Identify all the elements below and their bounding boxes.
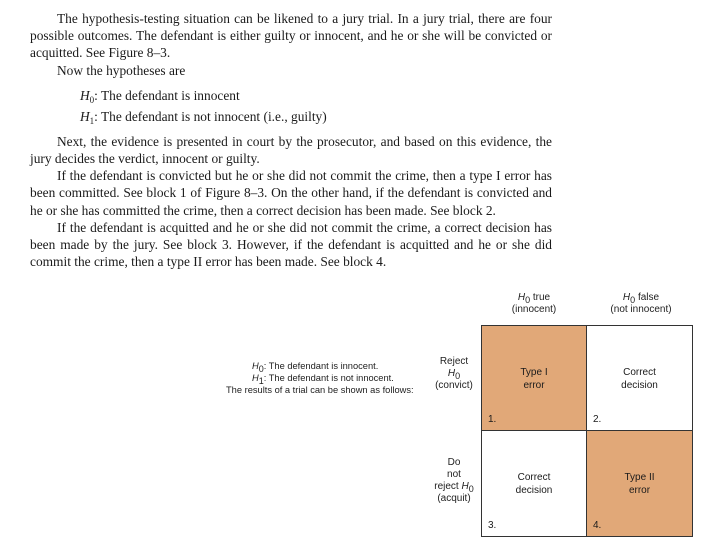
h-symbol: H [461, 481, 469, 492]
outcome-label: Correct decision [621, 367, 658, 391]
legend-intro: The results of a trial can be shown as follows: [226, 385, 414, 395]
column-header-sub: (innocent) [511, 304, 557, 315]
subscript-zero: 0 [630, 295, 636, 305]
block-number: 4. [593, 520, 602, 531]
h-symbol: H [622, 292, 631, 303]
row-header-line: Reject [439, 356, 469, 367]
paragraph-convicted: If the defendant is convicted but he or she did not commit the crime, then a type I error has been committed. See block 1 of Figure 8–3. On the other hand, if the defendant is convicted and he or she has committed the crime, then a correct decision has been made. See block 2. [30, 168, 552, 218]
outcome-cell-4 [587, 431, 692, 536]
row-header-line: (acquit) [437, 493, 471, 504]
column-header-sub: (not innocent) [610, 304, 672, 315]
column-header-suffix: true [530, 292, 551, 303]
figure-legend [226, 360, 426, 396]
alternative-hypothesis-text: : The defendant is not innocent (i.e., guilty) [94, 108, 327, 124]
column-header-h0-false [591, 292, 691, 316]
h-symbol: H [252, 373, 259, 383]
column-header-suffix: false [635, 292, 660, 303]
block-number: 3. [488, 520, 497, 531]
row-header-line: not [447, 469, 461, 480]
row-header-do-not-reject [424, 457, 484, 505]
subscript-one: 1 [89, 115, 95, 126]
h-symbol: H [517, 292, 526, 303]
legend-h0-text: : The defendant is innocent. [263, 361, 379, 371]
null-hypothesis [80, 85, 552, 106]
row-header-prefix: reject [434, 481, 462, 492]
legend-h1-text: : The defendant is not innocent. [263, 373, 394, 383]
h-symbol: H [447, 368, 456, 379]
hypotheses-list [80, 85, 552, 127]
legend-null-hypothesis [226, 360, 426, 372]
h-symbol: H [252, 361, 259, 371]
subscript-zero: 0 [525, 295, 531, 305]
paragraph-evidence: Next, the evidence is presented in court by the prosecutor, and based on this evidence, the jury decides the verdict, innocent or guilty. [30, 133, 552, 167]
alternative-hypothesis [80, 106, 552, 127]
outcome-label: Correct decision [515, 472, 553, 496]
outcome-cell-3 [482, 431, 587, 536]
row-header-line: Do [447, 457, 461, 468]
paragraph-hypotheses-lead: Now the hypotheses are [57, 62, 186, 78]
outcome-label: Type I error [520, 367, 548, 391]
row-header-line [424, 481, 484, 493]
row-header-line [424, 368, 484, 380]
column-header-h0-true [484, 292, 584, 316]
row-header-reject [424, 356, 484, 392]
row-header-line: (convict) [435, 380, 473, 391]
null-hypothesis-text: : The defendant is innocent [94, 87, 240, 103]
subscript-zero: 0 [455, 371, 461, 381]
outcome-label: Type II error [624, 472, 655, 496]
block-number: 1. [488, 414, 497, 425]
text-block [30, 10, 552, 270]
h-symbol: H [80, 108, 90, 124]
h-symbol: H [80, 87, 90, 103]
outcome-grid [481, 325, 693, 537]
paragraph-intro: The hypothesis-testing situation can be likened to a jury trial. In a jury trial, there are four possible outcomes. The defendant is either guilty or innocent, and he or she will be convicted or acquitted. See Figure 8–3. [30, 11, 552, 61]
subscript-zero: 0 [258, 364, 264, 374]
legend-alternative-hypothesis [226, 372, 426, 384]
outcome-cell-2 [587, 326, 692, 431]
outcome-cell-1 [482, 326, 587, 431]
column-header-line [591, 292, 691, 304]
paragraph-acquitted: If the defendant is acquitted and he or she did not commit the crime, a correct decision has been made by the jury. See block 3. However, if the defendant is acquitted and he or she did commit the crime, then a type II error has been made. See block 4. [30, 219, 552, 270]
block-number: 2. [593, 414, 602, 425]
subscript-zero: 0 [89, 94, 95, 105]
subscript-zero: 0 [468, 484, 474, 494]
column-header-line [484, 292, 584, 304]
subscript-one: 1 [258, 376, 264, 386]
